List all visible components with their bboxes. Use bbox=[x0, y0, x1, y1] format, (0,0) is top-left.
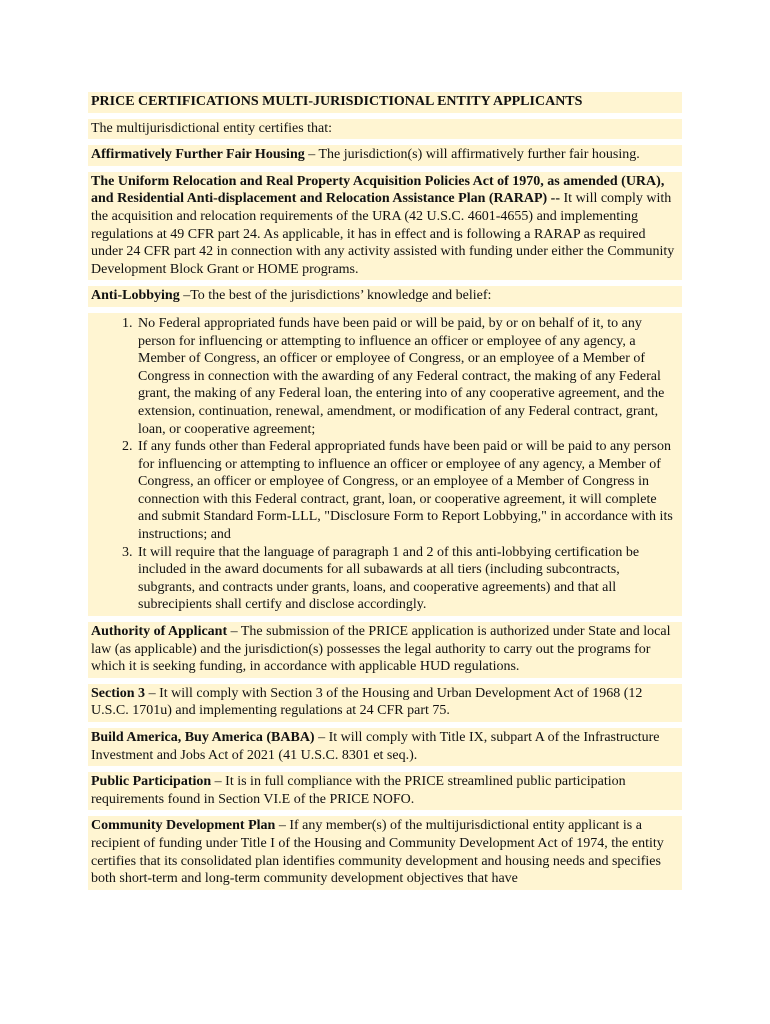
community-development-plan-text: – If any member(s) of the multijurisdictional entity applicant is a recipient of funding under Title I of the Housing and Community Development Act of 1974, the entity certifies that its consolidated plan identifies community development and housing needs and specifies both short-term and long-term community development objectives that have bbox=[91, 818, 664, 887]
baba-heading: Build America, Buy America (BABA) bbox=[91, 730, 315, 745]
list-item: 3. It will require that the language of paragraph 1 and 2 of this anti-lobbying certification be included in the award documents for all subawards at all tiers (including subcontracts, subgrants, and contracts under grants, loans, and cooperative agreements) and that all subrecipients shall certify and disclose accordingly. bbox=[136, 544, 679, 614]
anti-lobbying-list bbox=[88, 313, 682, 616]
document-title-block bbox=[88, 92, 682, 113]
intro-paragraph bbox=[88, 119, 682, 140]
ura-heading: The Uniform Relocation and Real Property Acquisition Policies Act of 1970, as amended (URA), and Residential Anti-displacement and Relocation Assistance Plan (RARAP) -- bbox=[91, 173, 665, 207]
fair-housing-paragraph bbox=[88, 145, 682, 166]
public-participation-text: – It is in full compliance with the PRICE streamlined public participation requirements found in Section VI.E of the PRICE NOFO. bbox=[91, 774, 626, 807]
document-body bbox=[88, 92, 682, 896]
section3-heading: Section 3 bbox=[91, 685, 146, 701]
anti-lobbying-paragraph bbox=[88, 286, 682, 307]
authority-text: – The submission of the PRICE application is authorized under State and local law (as applicable) and the jurisdiction(s) possesses the legal authority to carry out the programs for which it is seeking funding, in accordance with applicable HUD regulations. bbox=[91, 624, 671, 675]
public-participation-heading: Public Participation bbox=[91, 774, 212, 790]
intro-text: The multijurisdictional entity certifies that: bbox=[91, 120, 333, 136]
list-item: 1. No Federal appropriated funds have been paid or will be paid, by or on behalf of it, to any person for influencing or attempting to influence an officer or employee of any agency, a Member of Congress, an officer or employee of Congress, or an employee of a Member of Congress in connection with the awarding of any Federal contract, the making of any Federal grant, the making of any Federal loan, the entering into of any cooperative agreement, and the extension, continuation, renewal, amendment, or modification of any Federal contract, grant, loan, or cooperative agreement; bbox=[136, 315, 679, 438]
anti-lobbying-heading: Anti-Lobbying bbox=[91, 288, 180, 304]
section3-text: – It will comply with Section 3 of the Housing and Urban Development Act of 1968 (12 U.S.C. 1701u) and implementing regulations at 24 CFR part 75. bbox=[91, 685, 643, 719]
list-item: 2. If any funds other than Federal appropriated funds have been paid or will be paid to any person for influencing or attempting to influence an officer or employee of any agency, a Member of Congress, an officer or employee of Congress, or an employee of a Member of Congress in connection with this Federal contract, grant, loan, or cooperative agreement, it will complete and submit Standard Form-LLL, "Disclosure Form to Report Lobbying," in accordance with its instructions; and bbox=[136, 438, 679, 544]
baba-paragraph bbox=[88, 728, 682, 766]
document-title: PRICE CERTIFICATIONS MULTI-JURISDICTIONAL ENTITY APPLICANTS bbox=[91, 94, 583, 109]
community-development-plan-heading: Community Development Plan bbox=[91, 818, 276, 834]
fair-housing-text: – The jurisdiction(s) will affirmatively further fair housing. bbox=[304, 147, 640, 163]
fair-housing-heading: Affirmatively Further Fair Housing bbox=[91, 147, 305, 163]
authority-heading: Authority of Applicant bbox=[91, 624, 228, 640]
anti-lobbying-text: –To the best of the jurisdictions’ knowledge and belief: bbox=[179, 288, 492, 304]
ura-text: It will comply with the acquisition and relocation requirements of the URA (42 U.S.C. 4601-4655) and implementing regulations at 49 CFR part 24. As applicable, it has in effect and is following a RARAP as required under 24 CFR part 42 in connection with any activity assisted with funding under either the Community Development Block Grant or HOME programs. bbox=[91, 191, 675, 277]
public-participation-paragraph bbox=[88, 772, 682, 810]
authority-paragraph bbox=[88, 622, 682, 678]
section3-paragraph bbox=[88, 684, 682, 722]
ura-paragraph bbox=[88, 172, 682, 281]
baba-text: – It will comply with Title IX, subpart A of the Infrastructure Investment and Jobs Act of 2021 (41 U.S.C. 8301 et seq.). bbox=[91, 730, 660, 763]
community-development-plan-paragraph bbox=[88, 816, 682, 889]
